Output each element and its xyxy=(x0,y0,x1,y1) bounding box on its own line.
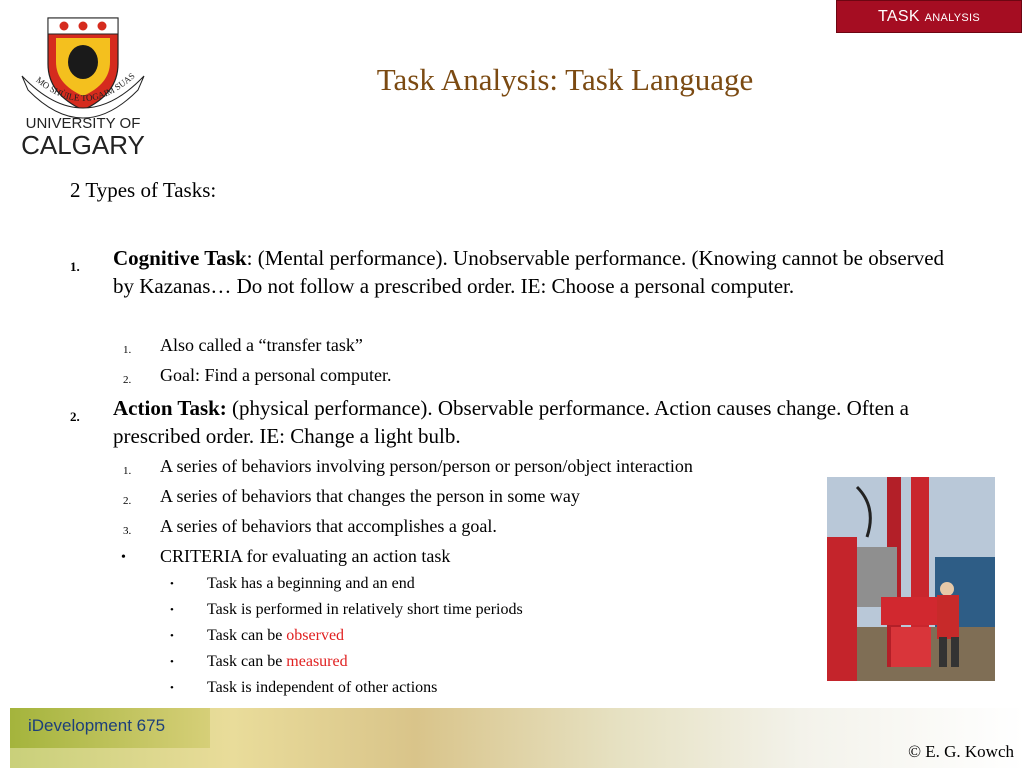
item-text: : (Mental performance). Unobservable performance. (Knowing cannot be observed by Kazanas… Do not follow a prescribed order. IE: Choose a personal computer. xyxy=(113,246,945,298)
criteria-text: Task is performed in relatively short time periods xyxy=(207,601,523,618)
criteria-highlight: measured xyxy=(286,653,348,670)
sub-item-number: 1. xyxy=(123,465,132,477)
drilling-rig-photo xyxy=(827,477,995,681)
section-tag xyxy=(836,0,1022,33)
sub-item-text: CRITERIA for evaluating an action task xyxy=(160,546,451,566)
section-tag-sub: analysis xyxy=(924,7,980,25)
bullet-icon: • xyxy=(121,550,126,565)
sub-item-number: 3. xyxy=(123,525,132,537)
section-tag-main: TASK xyxy=(878,7,920,25)
bullet-icon: • xyxy=(170,682,174,694)
item-bold: Cognitive Task xyxy=(113,246,247,270)
criteria-text: Task can be xyxy=(207,627,287,644)
slide-title: Task Analysis: Task Language xyxy=(376,62,754,97)
sub-item-text: Goal: Find a personal computer. xyxy=(160,365,392,385)
sub-item-number: 1. xyxy=(123,344,132,356)
bullet-icon: • xyxy=(170,630,174,642)
criteria-highlight: observed xyxy=(286,627,345,644)
course-label: iDevelopment 675 xyxy=(28,716,166,735)
sub-item-text: A series of behaviors involving person/person or person/object interaction xyxy=(160,456,693,476)
intro-text: 2 Types of Tasks: xyxy=(70,178,217,202)
sub-item-number: 2. xyxy=(123,374,132,386)
criteria-text: Task is independent of other actions xyxy=(207,679,438,696)
sub-item-text: A series of behaviors that changes the person in some way xyxy=(160,486,580,506)
item-number: 1. xyxy=(70,259,80,274)
item-bold: Action Task: xyxy=(113,396,227,420)
copyright: © E. G. Kowch xyxy=(908,742,1014,761)
criteria-text: Task can be xyxy=(207,653,287,670)
logo-line2: CALGARY xyxy=(21,130,145,160)
criteria-text: Task has a beginning and an end xyxy=(207,575,415,592)
item-number: 2. xyxy=(70,409,80,424)
bullet-icon: • xyxy=(170,578,174,590)
sub-item-text: A series of behaviors that accomplishes a goal. xyxy=(160,516,497,536)
logo-line1: UNIVERSITY OF xyxy=(25,115,141,132)
university-logo xyxy=(12,14,154,160)
bullet-icon: • xyxy=(170,604,174,616)
bullet-icon: • xyxy=(170,656,174,668)
sub-item-text: Also called a “transfer task” xyxy=(160,335,363,355)
item-text: (physical performance). Observable performance. Action causes change. Often a prescribed order. IE: Change a light bulb. xyxy=(113,396,909,448)
footer xyxy=(0,708,1024,768)
logo-motto: MO SHÙILE TOGAIM SUAS xyxy=(34,70,137,104)
sub-item-number: 2. xyxy=(123,495,132,507)
